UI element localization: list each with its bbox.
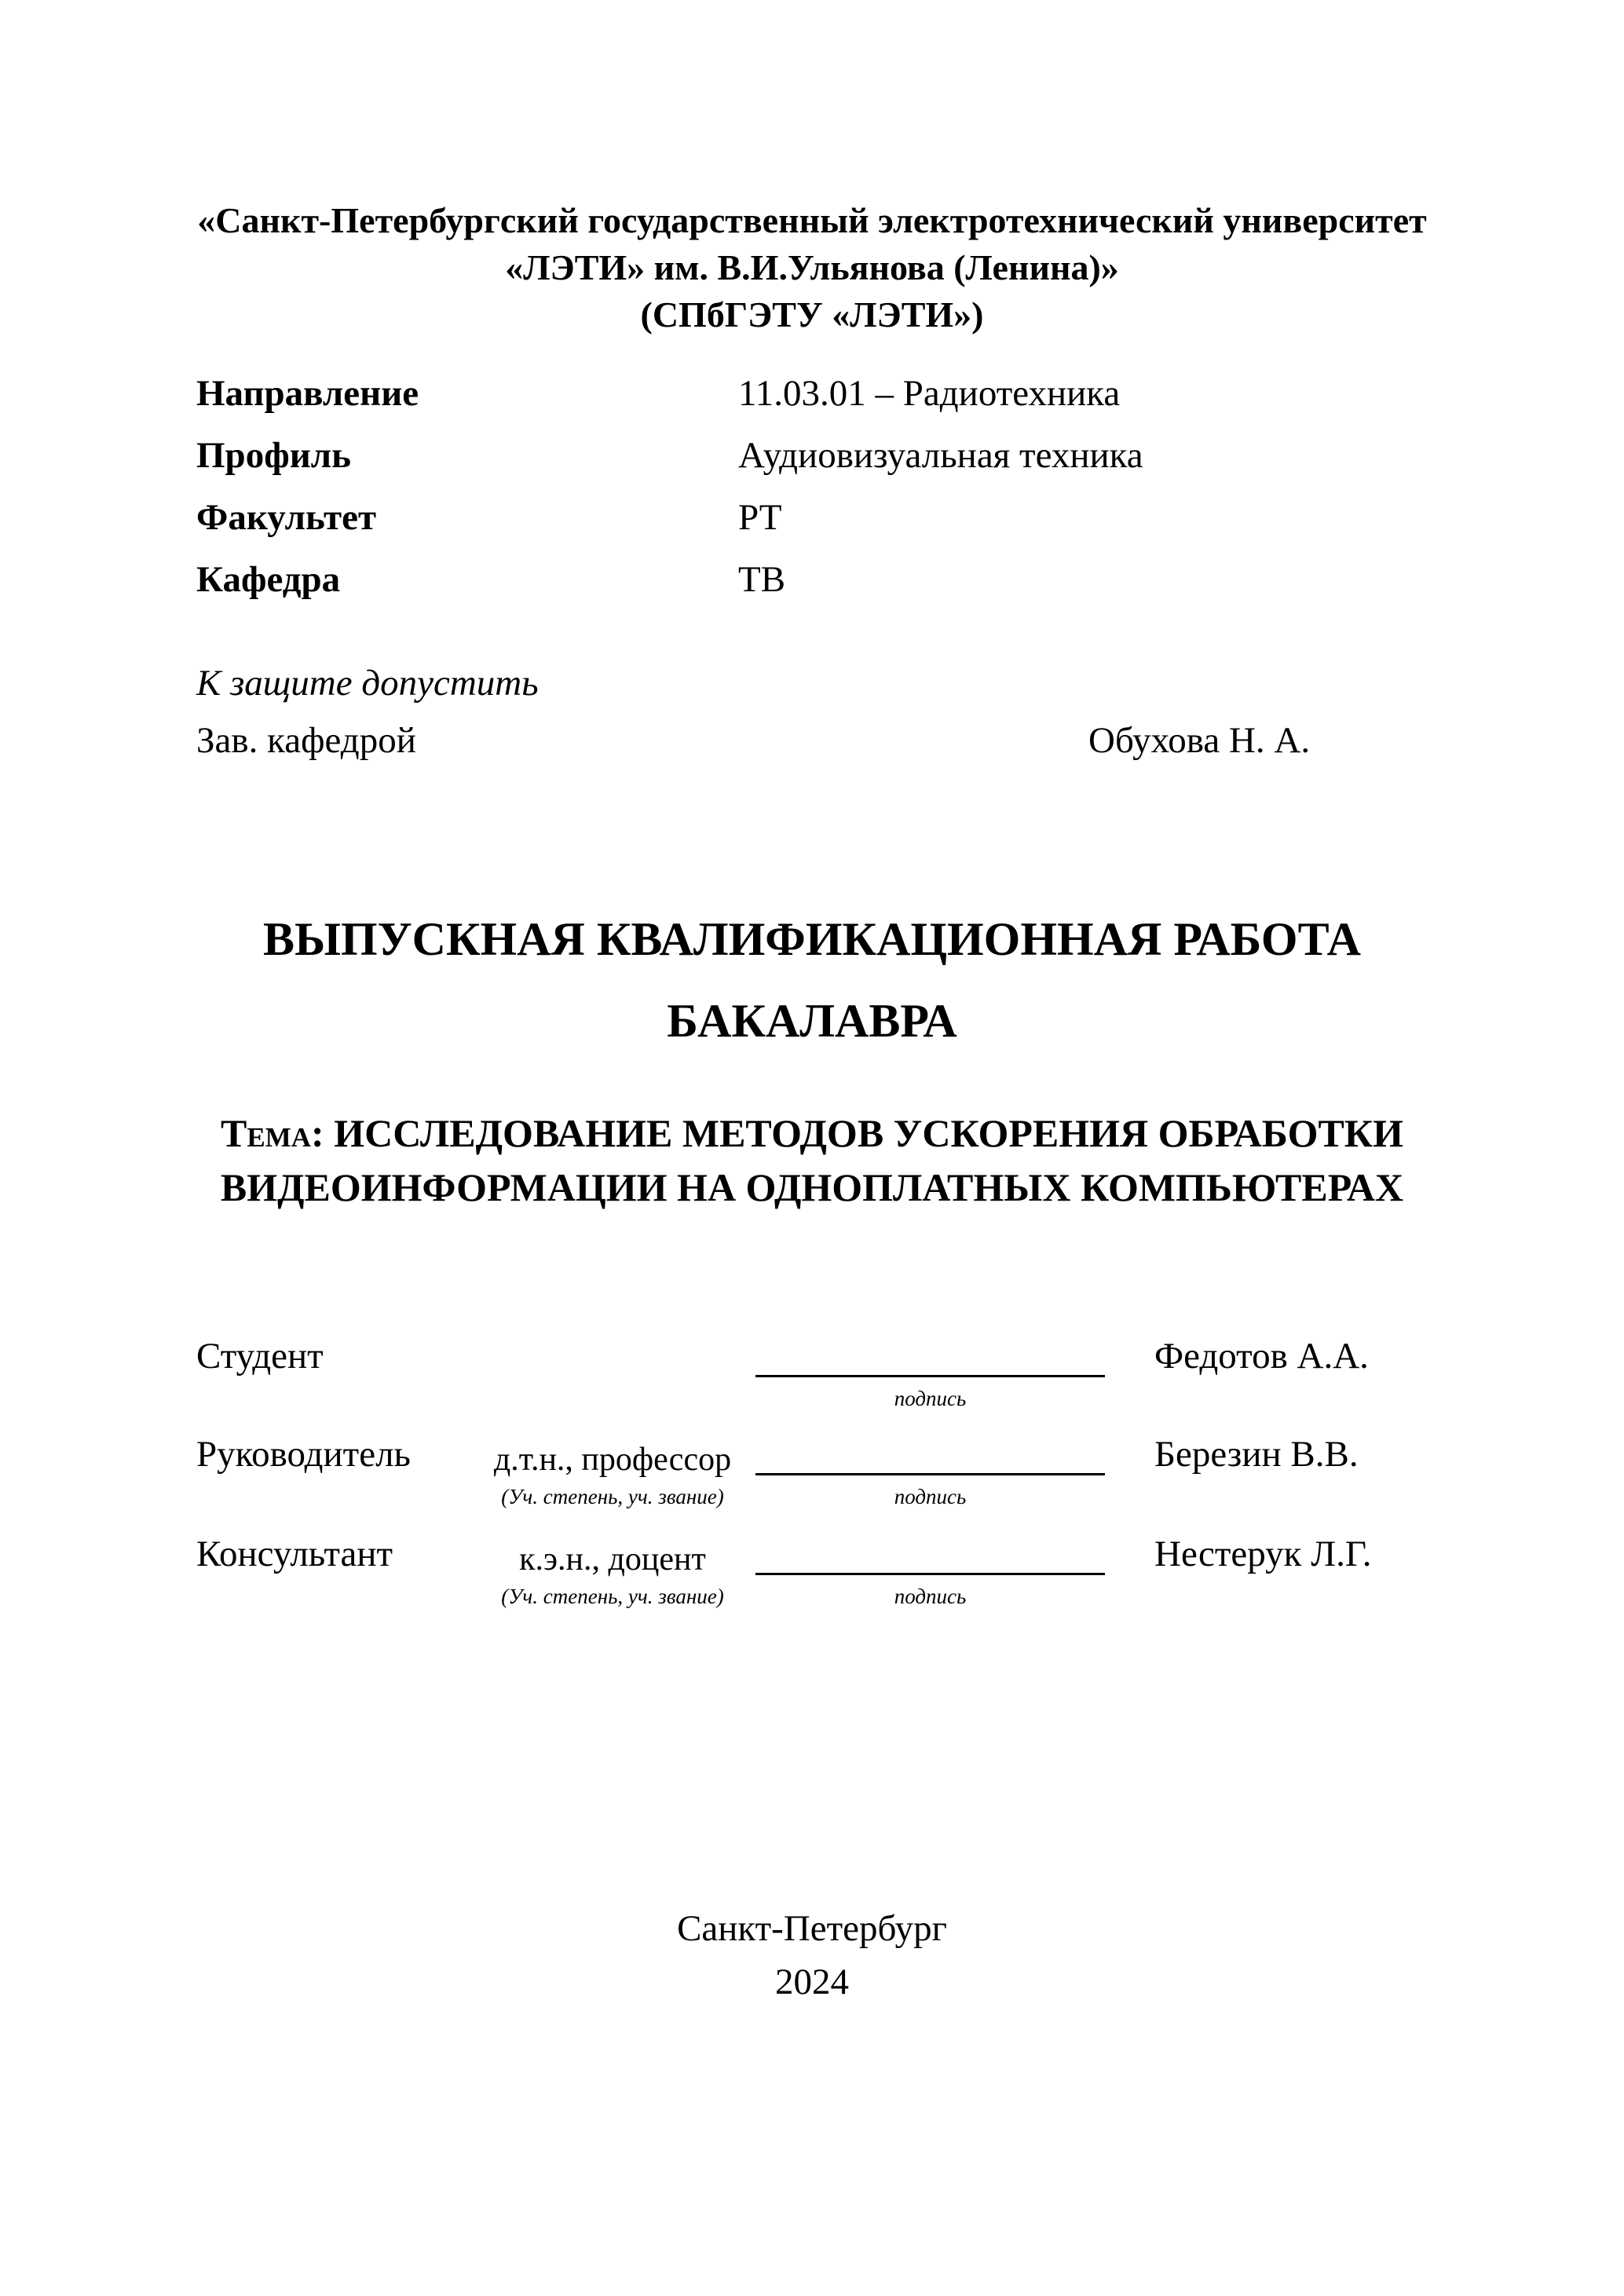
field-row-profile	[196, 437, 1429, 484]
supervisor-signature-caption: подпись	[894, 1485, 967, 1508]
student-name: Федотов А.А.	[1154, 1336, 1369, 1377]
university-name-line1: «Санкт-Петербургский государственный электротехнический университет	[197, 200, 1427, 240]
footer-year: 2024	[775, 1961, 849, 2002]
admission-phrase: К защите допустить	[196, 663, 539, 704]
department-head-row	[0, 722, 1624, 770]
consultant-degree-caption: (Уч. степень, уч. звание)	[501, 1585, 724, 1608]
direction-value: 11.03.01 – Радиотехника	[738, 373, 1121, 414]
consultant-name: Нестерук Л.Г.	[1154, 1534, 1372, 1574]
faculty-label: Факультет	[196, 497, 377, 538]
profile-label: Профиль	[196, 435, 352, 476]
consultant-role-label: Консультант	[196, 1534, 393, 1574]
supervisor-role-label: Руководитель	[196, 1434, 411, 1475]
faculty-value: РТ	[738, 497, 782, 538]
signature-row-supervisor	[0, 1436, 1624, 1534]
supervisor-degree-caption: (Уч. степень, уч. звание)	[501, 1485, 724, 1508]
consultant-signature-caption: подпись	[894, 1585, 967, 1608]
department-head-name: Обухова Н. А.	[1088, 720, 1311, 761]
theme-line1	[0, 1113, 1624, 1153]
direction-label: Направление	[196, 373, 419, 414]
field-row-faculty	[196, 499, 1429, 547]
field-row-department	[196, 561, 1429, 609]
department-value: ТВ	[738, 559, 786, 600]
profile-value: Аудиовизуальная техника	[738, 435, 1143, 476]
university-header	[0, 197, 1624, 338]
student-signature-caption: подпись	[894, 1387, 967, 1410]
work-title-line2: БАКАЛАВРА	[667, 995, 957, 1047]
consultant-degree: к.э.н., доцент	[519, 1541, 706, 1578]
student-signature-line	[755, 1375, 1105, 1377]
university-abbreviation: (СПбГЭТУ «ЛЭТИ»)	[640, 294, 984, 335]
footer-city: Санкт-Петербург	[677, 1908, 947, 1949]
theme-label: Тема:	[221, 1111, 324, 1155]
signature-row-student	[0, 1338, 1624, 1436]
consultant-signature-line	[755, 1573, 1105, 1575]
field-row-direction	[196, 375, 1429, 422]
department-label: Кафедра	[196, 559, 341, 600]
theme-line2: ВИДЕОИНФОРМАЦИИ НА ОДНОПЛАТНЫХ КОМПЬЮТЕРАХ	[220, 1165, 1404, 1209]
supervisor-name: Березин В.В.	[1154, 1434, 1359, 1475]
supervisor-signature-line	[755, 1473, 1105, 1475]
theme-text-line1: ИССЛЕДОВАНИЕ МЕТОДОВ УСКОРЕНИЯ ОБРАБОТКИ	[334, 1111, 1403, 1155]
signature-row-consultant	[0, 1536, 1624, 1634]
university-name-line2: «ЛЭТИ» им. В.И.Ульянова (Ленина)»	[505, 247, 1119, 287]
student-role-label: Студент	[196, 1336, 324, 1377]
work-title-line1: ВЫПУСКНАЯ КВАЛИФИКАЦИОННАЯ РАБОТА	[263, 913, 1361, 965]
department-head-label: Зав. кафедрой	[196, 720, 416, 761]
supervisor-degree: д.т.н., профессор	[493, 1442, 732, 1478]
